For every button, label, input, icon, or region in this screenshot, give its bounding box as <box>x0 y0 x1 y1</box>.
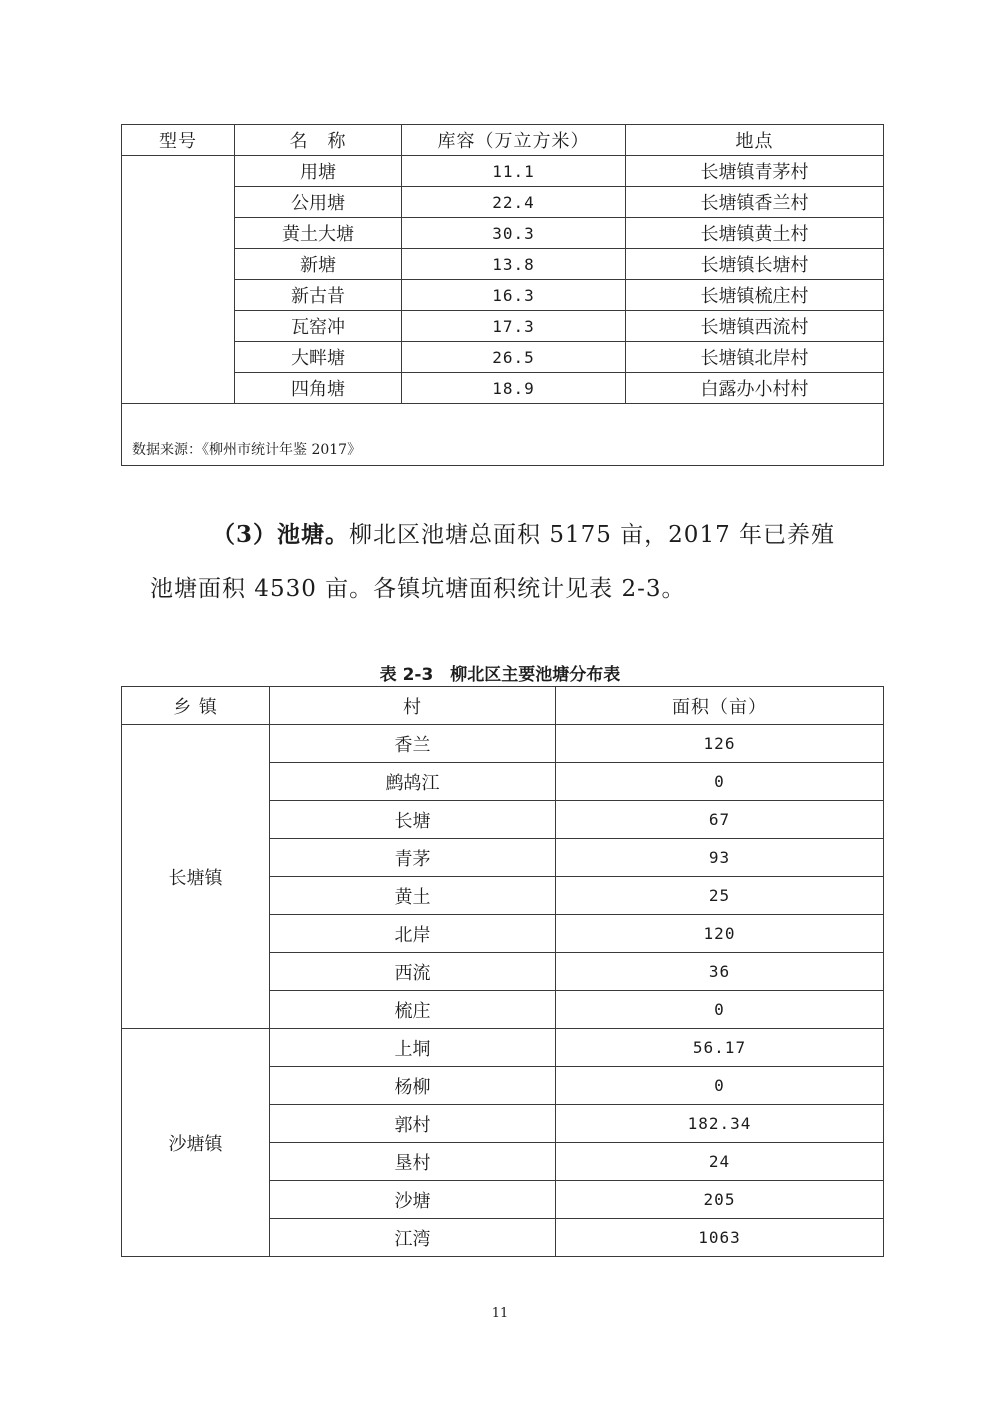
village-cell: 上垌 <box>270 1029 556 1067</box>
area-cell: 1063 <box>556 1219 884 1257</box>
area-cell: 182.34 <box>556 1105 884 1143</box>
paragraph-text: 柳北区池塘总面积 5175 亩，2017 年已养殖 <box>349 522 836 548</box>
source-row <box>122 404 884 466</box>
reservoir-capacity: 22.4 <box>402 187 626 218</box>
area-cell: 0 <box>556 763 884 801</box>
village-cell: 北岸 <box>270 915 556 953</box>
reservoir-location: 白露办小村村 <box>626 373 884 404</box>
reservoir-capacity: 30.3 <box>402 218 626 249</box>
table-header-row <box>122 687 884 725</box>
header-village: 村 <box>270 687 556 725</box>
page-number: 11 <box>491 1306 509 1321</box>
header-location: 地点 <box>626 125 884 156</box>
reservoir-capacity: 13.8 <box>402 249 626 280</box>
reservoir-location: 长塘镇黄土村 <box>626 218 884 249</box>
header-name: 名 称 <box>235 125 402 156</box>
area-cell: 0 <box>556 1067 884 1105</box>
reservoir-location: 长塘镇西流村 <box>626 311 884 342</box>
village-cell: 梳庄 <box>270 991 556 1029</box>
paragraph-heading: （3）池塘。 <box>212 521 350 548</box>
header-area: 面积（亩） <box>556 687 884 725</box>
town-cell: 沙塘镇 <box>122 1029 270 1257</box>
type-cell <box>122 156 235 404</box>
reservoir-capacity: 16.3 <box>402 280 626 311</box>
reservoir-location: 长塘镇青茅村 <box>626 156 884 187</box>
village-cell: 沙塘 <box>270 1181 556 1219</box>
village-cell: 西流 <box>270 953 556 991</box>
village-cell: 黄土 <box>270 877 556 915</box>
table-row <box>122 342 884 373</box>
village-cell: 香兰 <box>270 725 556 763</box>
area-cell: 56.17 <box>556 1029 884 1067</box>
area-cell: 93 <box>556 839 884 877</box>
pond-distribution-table <box>121 686 884 1257</box>
area-cell: 24 <box>556 1143 884 1181</box>
village-cell: 垦村 <box>270 1143 556 1181</box>
table-row <box>122 725 884 763</box>
village-cell: 郭村 <box>270 1105 556 1143</box>
reservoir-name: 新塘 <box>235 249 402 280</box>
table-row <box>122 1029 884 1067</box>
table-row <box>122 156 884 187</box>
paragraph-line-1 <box>212 516 932 549</box>
header-capacity: 库容（万立方米） <box>402 125 626 156</box>
reservoir-name: 黄土大塘 <box>235 218 402 249</box>
village-cell: 杨柳 <box>270 1067 556 1105</box>
village-cell: 长塘 <box>270 801 556 839</box>
reservoir-table <box>121 124 884 466</box>
village-cell: 青茅 <box>270 839 556 877</box>
header-town: 乡 镇 <box>122 687 270 725</box>
area-cell: 25 <box>556 877 884 915</box>
reservoir-location: 长塘镇梳庄村 <box>626 280 884 311</box>
area-cell: 36 <box>556 953 884 991</box>
area-cell: 0 <box>556 991 884 1029</box>
table-row <box>122 311 884 342</box>
reservoir-location: 长塘镇北岸村 <box>626 342 884 373</box>
table-row <box>122 249 884 280</box>
table-row <box>122 373 884 404</box>
reservoir-name: 瓦窑冲 <box>235 311 402 342</box>
data-source-note: 数据来源：《柳州市统计年鉴 2017》 <box>122 404 884 466</box>
header-type: 型号 <box>122 125 235 156</box>
reservoir-location: 长塘镇香兰村 <box>626 187 884 218</box>
village-cell: 鹧鸪江 <box>270 763 556 801</box>
reservoir-capacity: 17.3 <box>402 311 626 342</box>
reservoir-capacity: 26.5 <box>402 342 626 373</box>
area-cell: 120 <box>556 915 884 953</box>
reservoir-name: 新古昔 <box>235 280 402 311</box>
table-row <box>122 218 884 249</box>
reservoir-name: 用塘 <box>235 156 402 187</box>
paragraph-line-2: 池塘面积 4530 亩。各镇坑塘面积统计见表 2-3。 <box>150 576 686 602</box>
reservoir-name: 大畔塘 <box>235 342 402 373</box>
reservoir-name: 公用塘 <box>235 187 402 218</box>
table-header-row <box>122 125 884 156</box>
area-cell: 126 <box>556 725 884 763</box>
reservoir-name: 四角塘 <box>235 373 402 404</box>
table-row <box>122 187 884 218</box>
reservoir-capacity: 11.1 <box>402 156 626 187</box>
table-row <box>122 280 884 311</box>
area-cell: 205 <box>556 1181 884 1219</box>
reservoir-capacity: 18.9 <box>402 373 626 404</box>
town-cell: 长塘镇 <box>122 725 270 1029</box>
reservoir-location: 长塘镇长塘村 <box>626 249 884 280</box>
table-caption: 表 2-3 柳北区主要池塘分布表 <box>379 665 621 685</box>
village-cell: 江湾 <box>270 1219 556 1257</box>
area-cell: 67 <box>556 801 884 839</box>
